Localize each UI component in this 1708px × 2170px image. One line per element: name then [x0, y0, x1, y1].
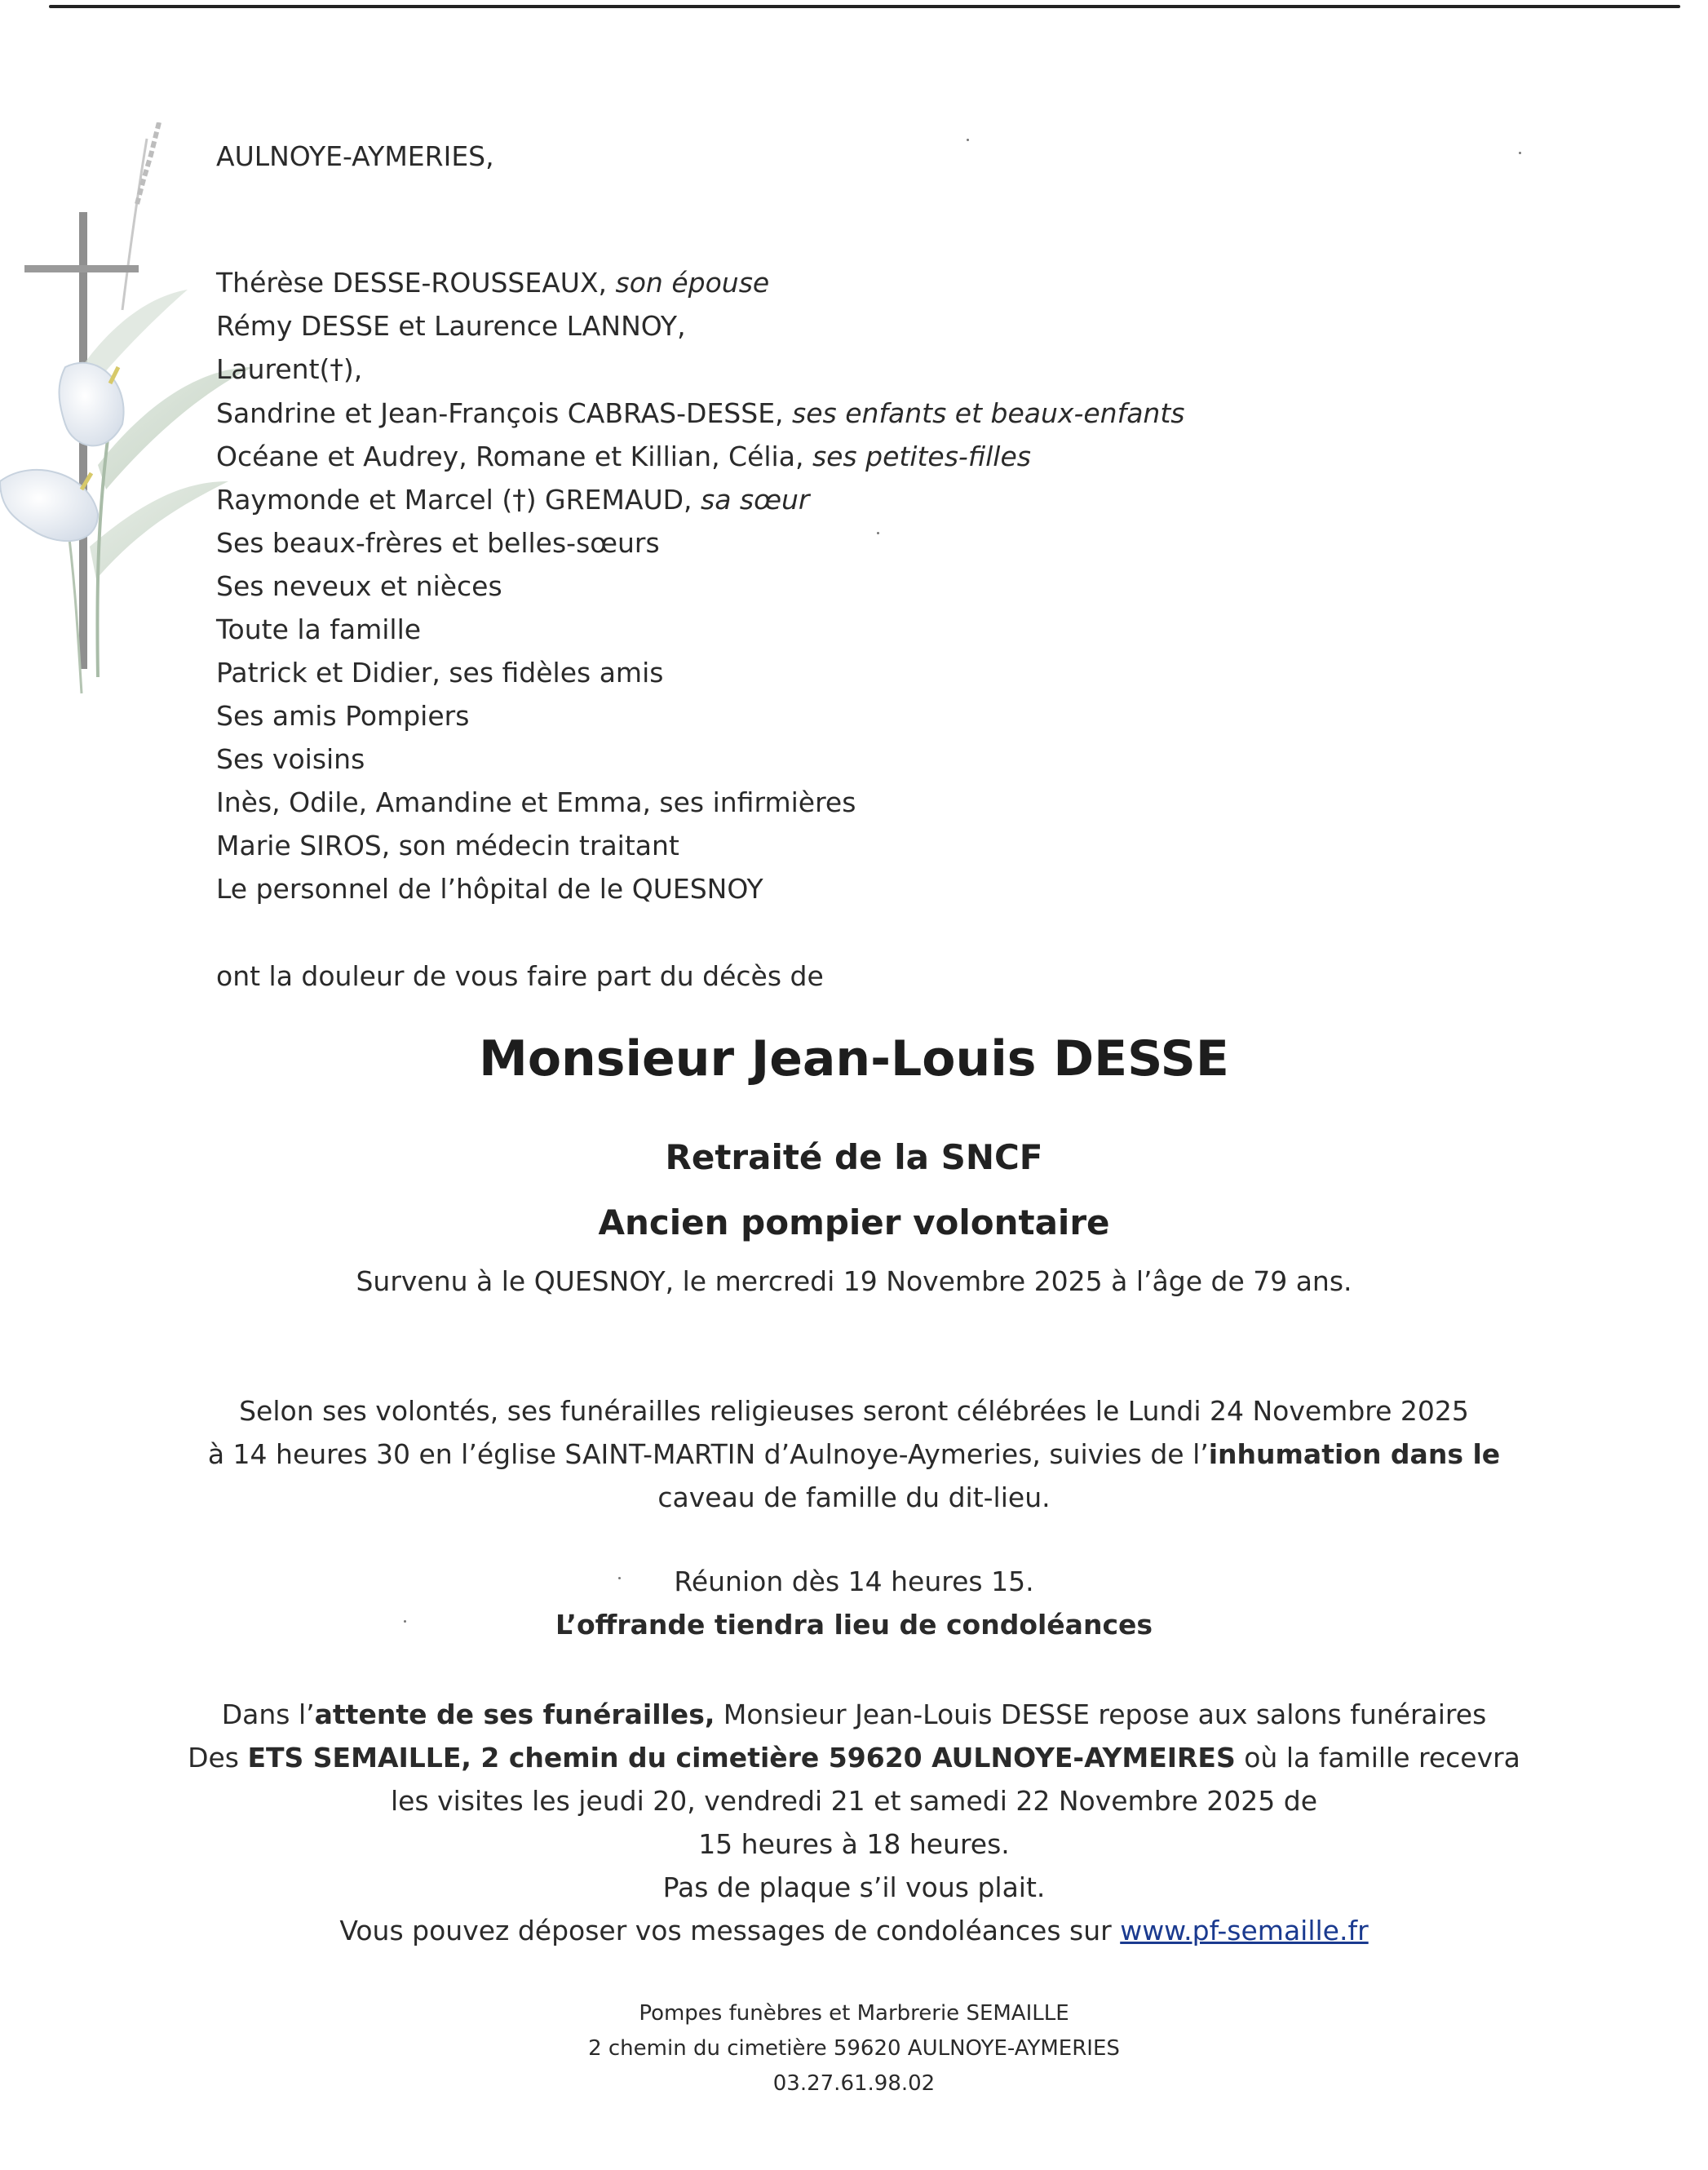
family-member: Thérèse DESSE-ROUSSEAUX, son épouse	[216, 267, 770, 299]
visits-line-3: les visites les jeudi 20, vendredi 21 et samedi 22 Novembre 2025 de	[390, 1785, 1318, 1817]
family-member: Sandrine et Jean-François CABRAS-DESSE, ses enfants et beaux-enfants	[216, 397, 1185, 429]
funeral-line-1: Selon ses volontés, ses funérailles religieuses seront célébrées le Lundi 24 Novembre 2025	[239, 1395, 1469, 1427]
footer-company: Pompes funèbres et Marbrerie SEMAILLE	[639, 2001, 1069, 2026]
scan-speck	[618, 1577, 621, 1579]
town-heading: AULNOYE-AYMERIES,	[216, 140, 494, 172]
visits-line-2: Des ETS SEMAILLE, 2 chemin du cimetière 59620 AULNOYE-AYMEIRES où la famille recevra	[188, 1742, 1520, 1774]
family-member: Toute la famille	[216, 613, 422, 645]
deceased-title-sncf: Retraité de la SNCF	[665, 1137, 1043, 1177]
family-member: Laurent(†),	[216, 353, 363, 385]
deceased-title-pompier: Ancien pompier volontaire	[598, 1202, 1110, 1242]
scan-speck	[967, 139, 969, 141]
scan-speck	[1519, 152, 1521, 154]
scan-speck	[404, 1620, 406, 1623]
footer-address: 2 chemin du cimetière 59620 AULNOYE-AYMERIES	[588, 2036, 1120, 2061]
family-member: Ses neveux et nièces	[216, 570, 502, 602]
family-member: Marie SIROS, son médecin traitant	[216, 830, 679, 861]
family-member: Rémy DESSE et Laurence LANNOY,	[216, 310, 686, 342]
footer-phone: 03.27.61.98.02	[772, 2071, 936, 2096]
visits-line-4: 15 heures à 18 heures.	[698, 1828, 1010, 1860]
family-member: Inès, Odile, Amandine et Emma, ses infirmières	[216, 786, 856, 818]
meeting-time: Réunion dès 14 heures 15.	[674, 1566, 1034, 1597]
condolences-website-link[interactable]: www.pf-semaille.fr	[1120, 1915, 1369, 1946]
scan-speck	[877, 532, 879, 534]
funeral-line-3: caveau de famille du dit-lieu.	[657, 1481, 1051, 1513]
visits-line-1: Dans l’attente de ses funérailles, Monsieur Jean-Louis DESSE repose aux salons funéraires	[221, 1698, 1487, 1730]
family-member: Le personnel de l’hôpital de le QUESNOY	[216, 873, 763, 905]
death-info: Survenu à le QUESNOY, le mercredi 19 Novembre 2025 à l’âge de 79 ans.	[356, 1265, 1352, 1297]
condolences-line: Vous pouvez déposer vos messages de condoléances sur www.pf-semaille.fr	[339, 1915, 1369, 1946]
announcement-intro: ont la douleur de vous faire part du décès de	[216, 960, 824, 992]
no-plaque-note: Pas de plaque s’il vous plait.	[662, 1871, 1046, 1903]
funeral-line-2: à 14 heures 30 en l’église SAINT-MARTIN d’Aulnoye-Aymeries, suivies de l’inhumation dans le	[207, 1438, 1501, 1470]
deceased-name: Monsieur Jean-Louis DESSE	[479, 1030, 1229, 1087]
family-member: Ses voisins	[216, 743, 365, 775]
family-member: Ses beaux-frères et belles-sœurs	[216, 527, 660, 559]
family-member: Océane et Audrey, Romane et Killian, Célia, ses petites-filles	[216, 441, 1031, 472]
family-member: Raymonde et Marcel (†) GREMAUD, sa sœur	[216, 484, 810, 516]
family-member: Patrick et Didier, ses fidèles amis	[216, 657, 664, 689]
offering-note: L’offrande tiendra lieu de condoléances	[555, 1609, 1153, 1641]
family-member: Ses amis Pompiers	[216, 700, 470, 732]
